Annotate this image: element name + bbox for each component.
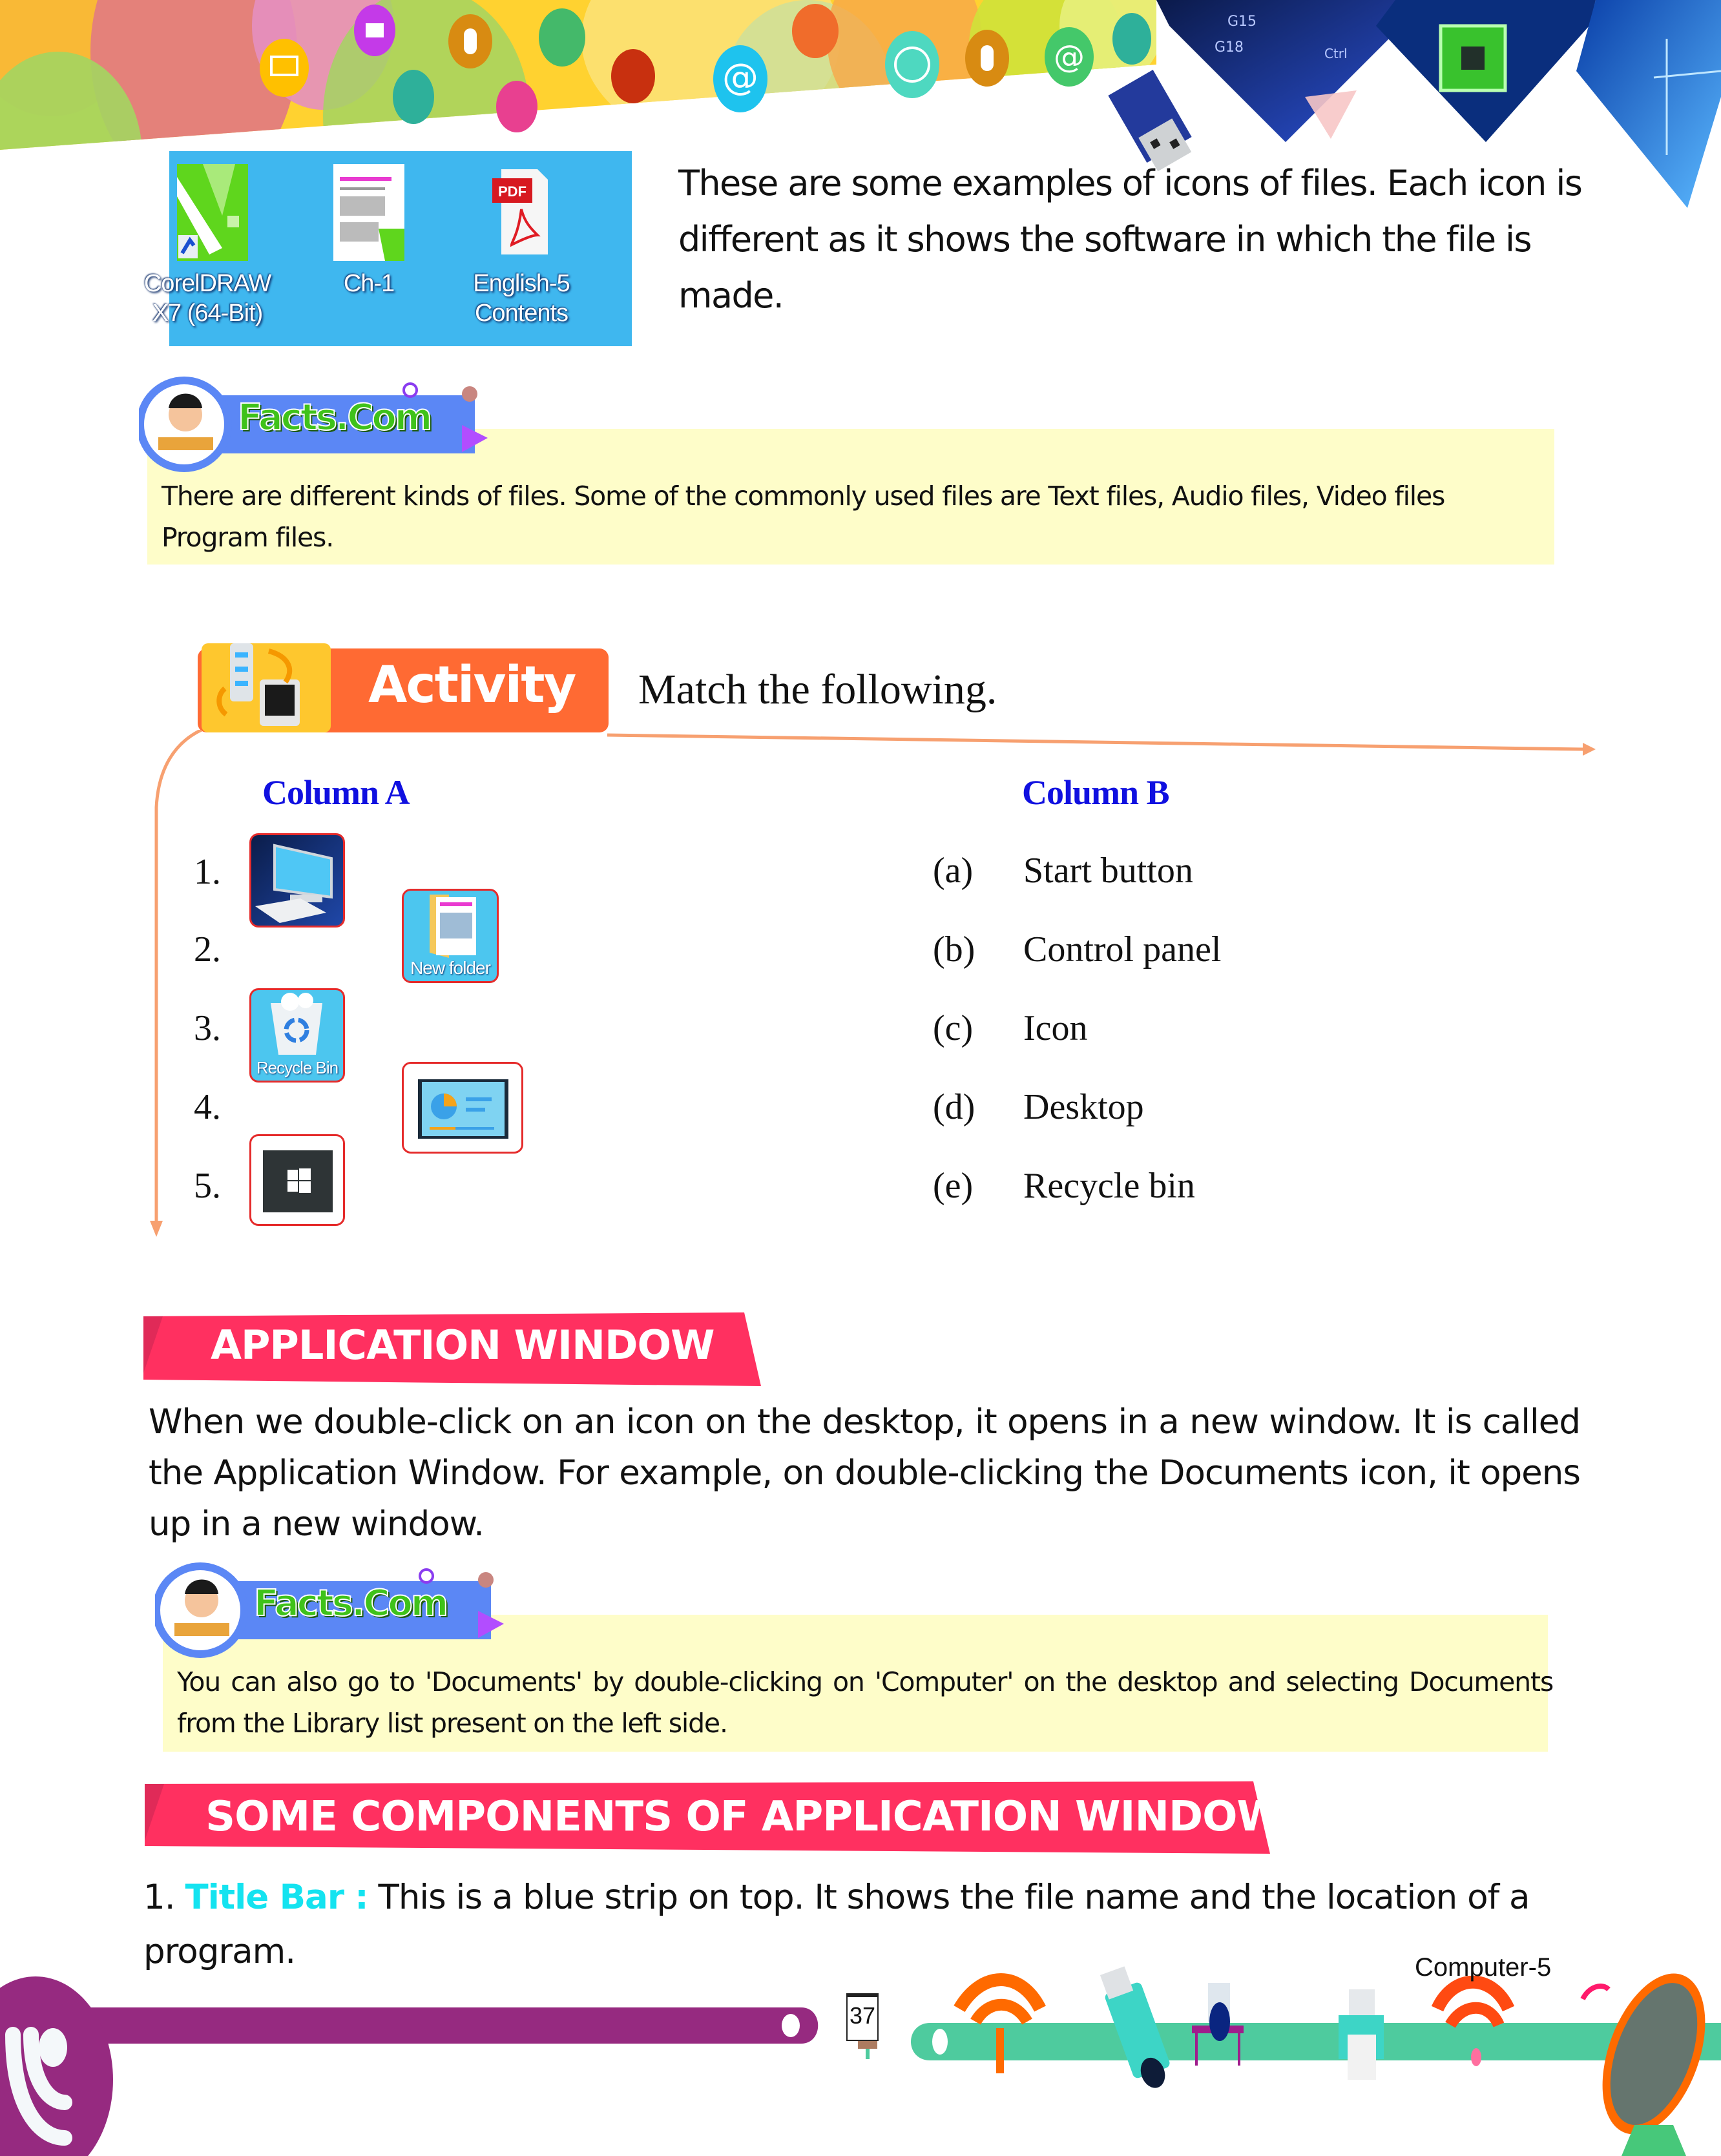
activity-label: Activity <box>368 656 576 714</box>
svg-text:Ctrl: Ctrl <box>1324 46 1348 61</box>
keyboard-image <box>1156 0 1402 142</box>
component-term: Title Bar : <box>185 1878 368 1917</box>
column-b-letter-a: (a) <box>933 851 974 891</box>
horizontal-arrowhead <box>1583 743 1596 756</box>
column-b-heading: Column B <box>1022 773 1169 812</box>
facts-text-2: You can also go to 'Documents' by double-clicking on 'Computer' on the desktop and selecting Documents from the Library list present on the left side. <box>177 1666 1553 1739</box>
footer-decoration <box>0 1964 1721 2156</box>
facts-title-2: Facts.Com <box>254 1582 447 1624</box>
globe-icon <box>885 31 939 98</box>
column-b-letter-b: (b) <box>933 929 975 969</box>
windows-logo-image <box>1576 0 1721 208</box>
column-b-letter-c: (c) <box>933 1008 974 1048</box>
server-icon <box>230 643 253 701</box>
file-label-coreldraw: CorelDRAW X7 (64-Bit) <box>143 270 271 327</box>
svg-text:G15: G15 <box>1227 14 1257 30</box>
facts-decor-circle <box>462 386 477 402</box>
component-item-title-bar <box>143 1871 1579 1979</box>
coreldraw-icon <box>177 164 248 261</box>
recycle-bin-icon <box>249 988 345 1083</box>
column-b-option-c: Icon <box>1023 1008 1088 1048</box>
pdf-icon <box>492 164 550 261</box>
printer-icon <box>1339 1989 1384 2080</box>
upload-icon <box>792 4 839 58</box>
new-folder-caption: New folder <box>410 958 490 978</box>
file-label-english5: English-5 Contents <box>473 270 570 327</box>
column-b-option-e: Recycle bin <box>1023 1166 1195 1206</box>
column-b-letter-e: (e) <box>933 1166 974 1206</box>
column-b-option-d: Desktop <box>1023 1087 1144 1127</box>
svg-text:@: @ <box>1054 39 1085 75</box>
page-number: 37 <box>846 1993 879 2041</box>
column-a-number-4: 4. <box>194 1087 221 1127</box>
file-label-ch1: Ch-1 <box>343 270 395 297</box>
gear-icon <box>611 49 655 103</box>
application-window-paragraph: When we double-click on an icon on the desktop, it opens in a new window. It is called the Application Window. For example, on double-clicking the Documents icon, it opens up in a new window. <box>149 1402 1580 1544</box>
monitor-icon <box>260 39 309 97</box>
control-panel-icon <box>402 1062 523 1154</box>
vertical-arrow-line <box>156 730 202 1227</box>
component-description: This is a blue strip on top. It shows the file name and the location of a program. <box>143 1878 1530 1971</box>
column-b-option-b: Control panel <box>1023 929 1222 969</box>
new-folder-icon <box>402 889 499 983</box>
facts-decor-circle <box>478 1572 494 1588</box>
facts-text-1: There are different kinds of files. Some of the commonly used files are Text files, Audio files, Video files Program files. <box>162 481 1445 553</box>
facts-spiral-icon <box>404 384 417 397</box>
file-icons-example-image <box>143 151 632 346</box>
horizontal-arrow-line <box>607 735 1583 749</box>
svg-text:PDF: PDF <box>498 183 527 200</box>
intro-paragraph: These are some examples of icons of files. Each icon is different as it shows the software in which the file is made. <box>678 163 1582 316</box>
components-heading: SOME COMPONENTS OF APPLICATION WINDOW <box>205 1793 1282 1841</box>
computer-icon <box>249 833 345 928</box>
gamepad-icon <box>496 81 537 132</box>
book-label: Computer-5 <box>1415 1953 1552 1982</box>
component-number: 1. <box>143 1878 175 1917</box>
document-thumbnail-icon <box>333 164 404 261</box>
recycle-bin-caption: Recycle Bin <box>256 1058 339 1077</box>
growth-chart-icon <box>1112 13 1151 65</box>
activity-instruction: Match the following. <box>638 666 997 713</box>
facts-title-1: Facts.Com <box>238 397 431 439</box>
svg-text:@: @ <box>722 56 758 98</box>
network-people-icon <box>539 8 585 67</box>
column-b-letter-d: (d) <box>933 1087 975 1127</box>
svg-text:G18: G18 <box>1215 39 1244 56</box>
windows-start-icon <box>249 1134 345 1226</box>
column-b-option-a: Start button <box>1023 851 1193 891</box>
footer-teal-bar <box>911 2023 1721 2060</box>
application-window-heading: APPLICATION WINDOW <box>211 1322 714 1369</box>
facts-spiral-icon <box>420 1570 433 1582</box>
column-a-number-2: 2. <box>194 929 221 969</box>
column-a-number-3: 3. <box>194 1008 221 1048</box>
footer-purple-bar <box>0 2007 818 2044</box>
column-a-number-5: 5. <box>194 1166 221 1206</box>
vertical-arrowhead <box>150 1221 163 1237</box>
column-a-heading: Column A <box>262 773 410 812</box>
column-a-number-1: 1. <box>194 852 221 892</box>
bar-chart-icon <box>393 70 434 124</box>
